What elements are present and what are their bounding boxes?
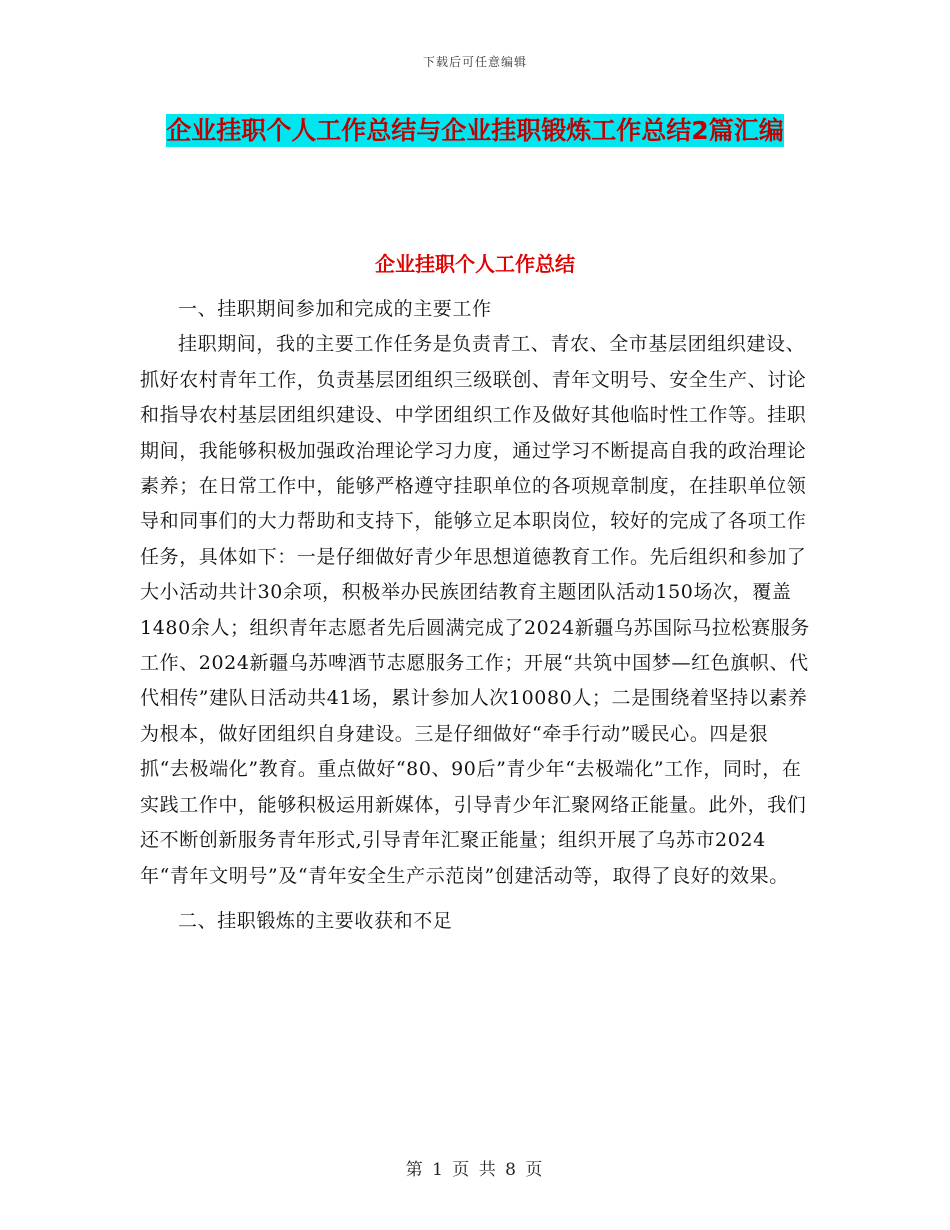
header-note: 下载后可任意编辑	[422, 55, 527, 69]
section-heading-1: 一、挂职期间参加和完成的主要工作	[178, 298, 492, 320]
page-number-footer: 第 1 页 共 8 页	[405, 1160, 545, 1180]
body-paragraph-1: 挂职期间，我的主要工作任务是负责青工、青农、全市基层团组织建设、抓好农村青年工作，负责基层团组织三级联创、青年文明号、安全生产、讨论和指导农村基层团组织建设、中学团组织工作及做好其他临时性工作等。挂职期间，我能够积极加强政治理论学习力度，通过学习不断提高自我的政治理论素养；在日常工作中，能够严格遵守挂职单位的各项规章制度，在挂职单位领导和同事们的大力帮助和支持下，能够立足本职岗位，较好的完成了各项工作任务，具体如下：一是仔细做好青少年思想道德教育工作。先后组织和参加了大小活动共计30余项，积极举办民族团结教育主题团队活动150场次，覆盖1480余人；组织青年志愿者先后圆满完成了2024新疆乌苏国际马拉松赛服务工作、2024新疆乌苏啤酒节志愿服务工作；开展“共筑中国梦—红色旗帜、代代相传”建队日活动共41场，累计参加人次10080人；二是围绕着坚持以素养为根本，做好团组织自身建设。三是仔细做好“牵手行动”暖民心。四是狠抓“去极端化”教育。重点做好“80、90后”青少年“去极端化”工作，同时，在实践工作中，能够积极运用新媒体，引导青少年汇聚网络正能量。此外，我们还不断创新服务青年形式,引导青年汇聚正能量；组织开展了乌苏市2024年“青年文明号”及“青年安全生产示范岗”创建活动等，取得了良好的效果。	[140, 333, 810, 887]
document-body	[140, 292, 810, 939]
section-heading-2: 二、挂职锻炼的主要收获和不足	[178, 909, 453, 932]
section-subtitle: 企业挂职个人工作总结	[375, 252, 575, 276]
document-title	[140, 109, 810, 153]
document-title-text: 企业挂职个人工作总结与企业挂职锻炼工作总结2篇汇编	[166, 116, 784, 145]
